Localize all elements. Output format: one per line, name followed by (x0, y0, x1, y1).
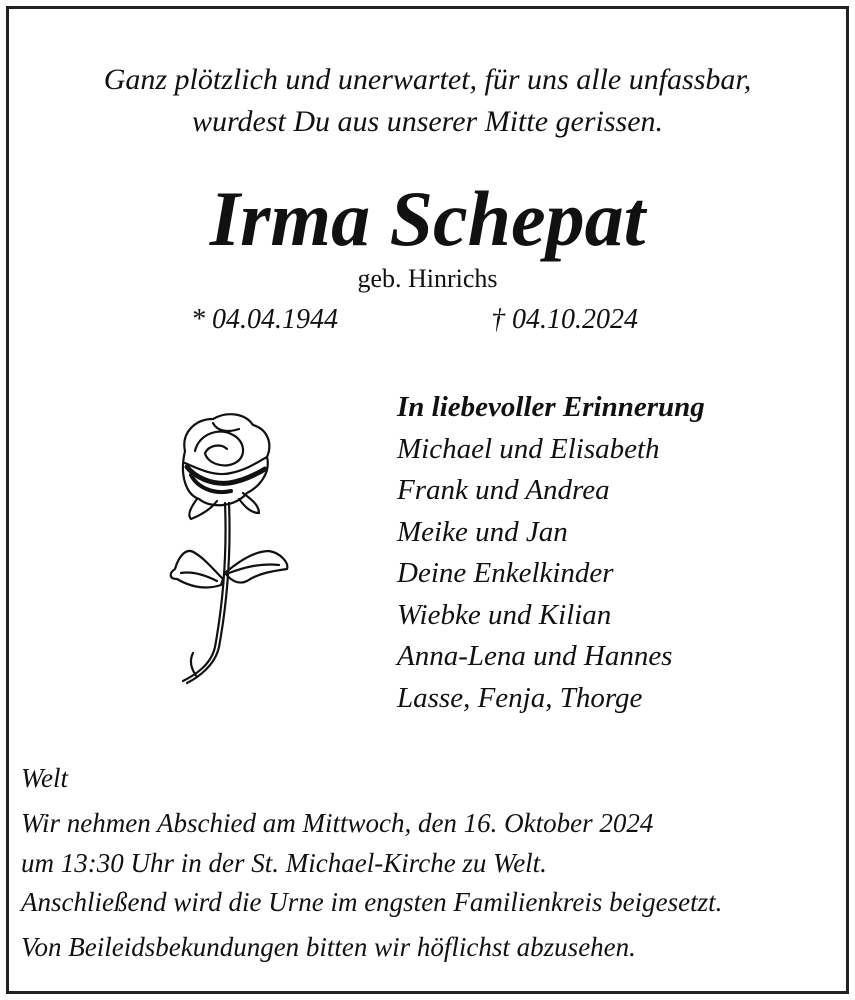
mourners-list (397, 387, 705, 719)
intro-text (9, 59, 846, 143)
deceased-name: Irma Schepat (209, 175, 646, 262)
mourner-name: Anna-Lena und Hannes (397, 640, 673, 672)
mourner-name: Wiebke und Kilian (397, 598, 612, 631)
mourner-name: Deine Enkelkinder (397, 557, 614, 589)
service-location-line: um 13:30 Uhr in der St. Michael-Kirche zu Welt. (21, 848, 547, 878)
service-date-line: Wir nehmen Abschied am Mittwoch, den 16. Oktober 2024 (21, 808, 654, 838)
place-name: Welt (21, 763, 68, 793)
maiden-name: geb. Hinrichs (357, 264, 498, 293)
birth-date: * 04.04.1944 (191, 304, 338, 335)
mourners-heading: In liebevoller Erinnerung (397, 391, 705, 423)
mourner-name: Michael und Elisabeth (397, 432, 660, 465)
mourner-name: Meike und Jan (397, 515, 568, 548)
rose-icon (155, 403, 291, 693)
burial-note: Anschließend wird die Urne im engsten Familienkreis beigesetzt. (21, 887, 723, 917)
mourner-name: Frank und Andrea (397, 474, 610, 506)
condolence-note: Von Beileidsbekundungen bitten wir höflichst abzusehen. (21, 932, 636, 962)
intro-line: Ganz plötzlich und unerwartet, für uns alle unfassbar, (103, 63, 752, 96)
obituary-notice (6, 6, 849, 994)
intro-line: wurdest Du aus unserer Mitte gerissen. (191, 105, 664, 138)
service-details (21, 755, 722, 970)
death-date: † 04.10.2024 (491, 304, 638, 335)
mourner-name: Lasse, Fenja, Thorge (397, 681, 643, 714)
